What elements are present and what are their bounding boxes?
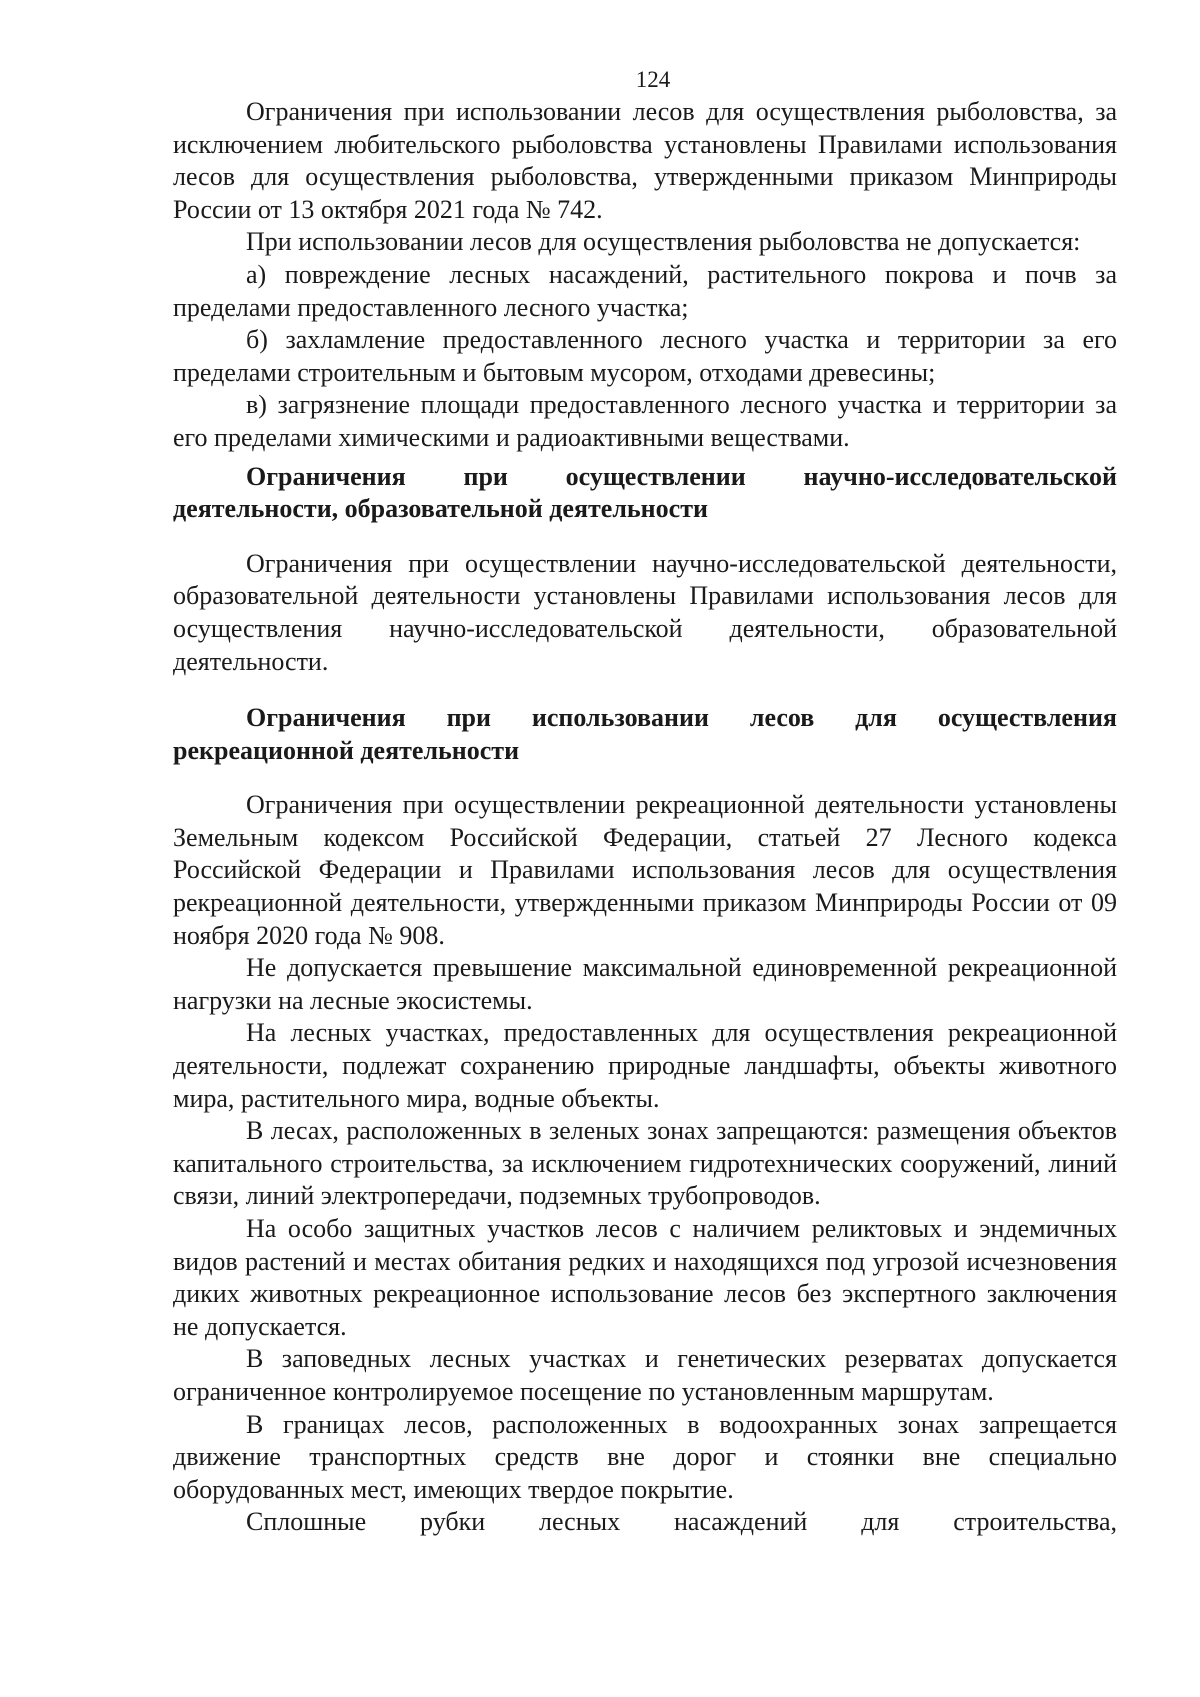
spacer xyxy=(173,678,1117,702)
list-item-b: б) захламление предоставленного лесного участка и территории за его пределами строительным и бытовым мусором, отходами древесины; xyxy=(173,325,1117,387)
page-number: 124 xyxy=(635,67,671,92)
paragraph-fishing-restrictions: Ограничения при использовании лесов для осуществления рыболовства, за исключением любительского рыболовства установлены Правилами использования лесов для осуществления рыболовства, утвержденными приказом Минприроды России от 13 октября 2021 года № 742. xyxy=(173,97,1117,224)
document-page xyxy=(173,64,1117,1539)
list-item-c: в) загрязнение площади предоставленного лесного участка и территории за его пределами химическими и радиоактивными веществами. xyxy=(173,390,1117,452)
paragraph-protected-areas: На особо защитных участков лесов с наличием реликтовых и эндемичных видов растений и местах обитания редких и находящихся под угрозой исчезновения диких животных рекреационное использование лесов без экспертного заключения не допускается. xyxy=(173,1214,1117,1341)
section-heading-recreation: Ограничения при использовании лесов для осуществления рекреационной деятельности xyxy=(173,703,1117,765)
paragraph-green-zones: В лесах, расположенных в зеленых зонах запрещаются: размещения объектов капитального строительства, за исключением гидротехнических сооружений, линий связи, линий электропередачи, подземных трубопроводов. xyxy=(173,1116,1117,1211)
paragraph-clear-cutting: Сплошные рубки лесных насаждений для строительства, xyxy=(246,1507,1117,1537)
paragraph-recreation-restrictions: Ограничения при осуществлении рекреационной деятельности установлены Земельным кодексом Российской Федерации, статьей 27 Лесного кодекса Российской Федерации и Правилами использования лесов для осуществления рекреационной деятельности, утвержденными приказом Минприроды России от 09 ноября 2020 года № 908. xyxy=(173,790,1117,950)
paragraph-recreation-preservation: На лесных участках, предоставленных для осуществления рекреационной деятельности, подлежат сохранению природные ландшафты, объекты животного мира, растительного мира, водные объекты. xyxy=(173,1018,1117,1113)
spacer xyxy=(173,767,1117,789)
paragraph-research-restrictions: Ограничения при осуществлении научно-исследовательской деятельности, образовательной деятельности установлены Правилами использования лесов для осуществления научно-исследовательской деятельности, образовательной деятельности. xyxy=(173,548,1117,676)
paragraph-water-zones: В границах лесов, расположенных в водоохранных зонах запрещается движение транспортных средств вне дорог и стоянки вне специально оборудованных мест, имеющих твердое покрытие. xyxy=(173,1409,1117,1504)
spacer xyxy=(173,526,1117,548)
list-item-a: а) повреждение лесных насаждений, растительного покрова и почв за пределами предоставленного лесного участка; xyxy=(173,259,1117,322)
paragraph-reserves: В заповедных лесных участках и генетических резерватах допускается ограниченное контролируемое посещение по установленным маршрутам. xyxy=(173,1344,1117,1406)
section-heading-research: Ограничения при осуществлении научно-исследовательской деятельности, образовательной деятельности xyxy=(173,461,1117,524)
paragraph-fishing-not-allowed: При использовании лесов для осуществления рыболовства не допускается: xyxy=(246,227,1081,257)
paragraph-recreation-load: Не допускается превышение максимальной единовременной рекреационной нагрузки на лесные экосистемы. xyxy=(173,953,1117,1015)
